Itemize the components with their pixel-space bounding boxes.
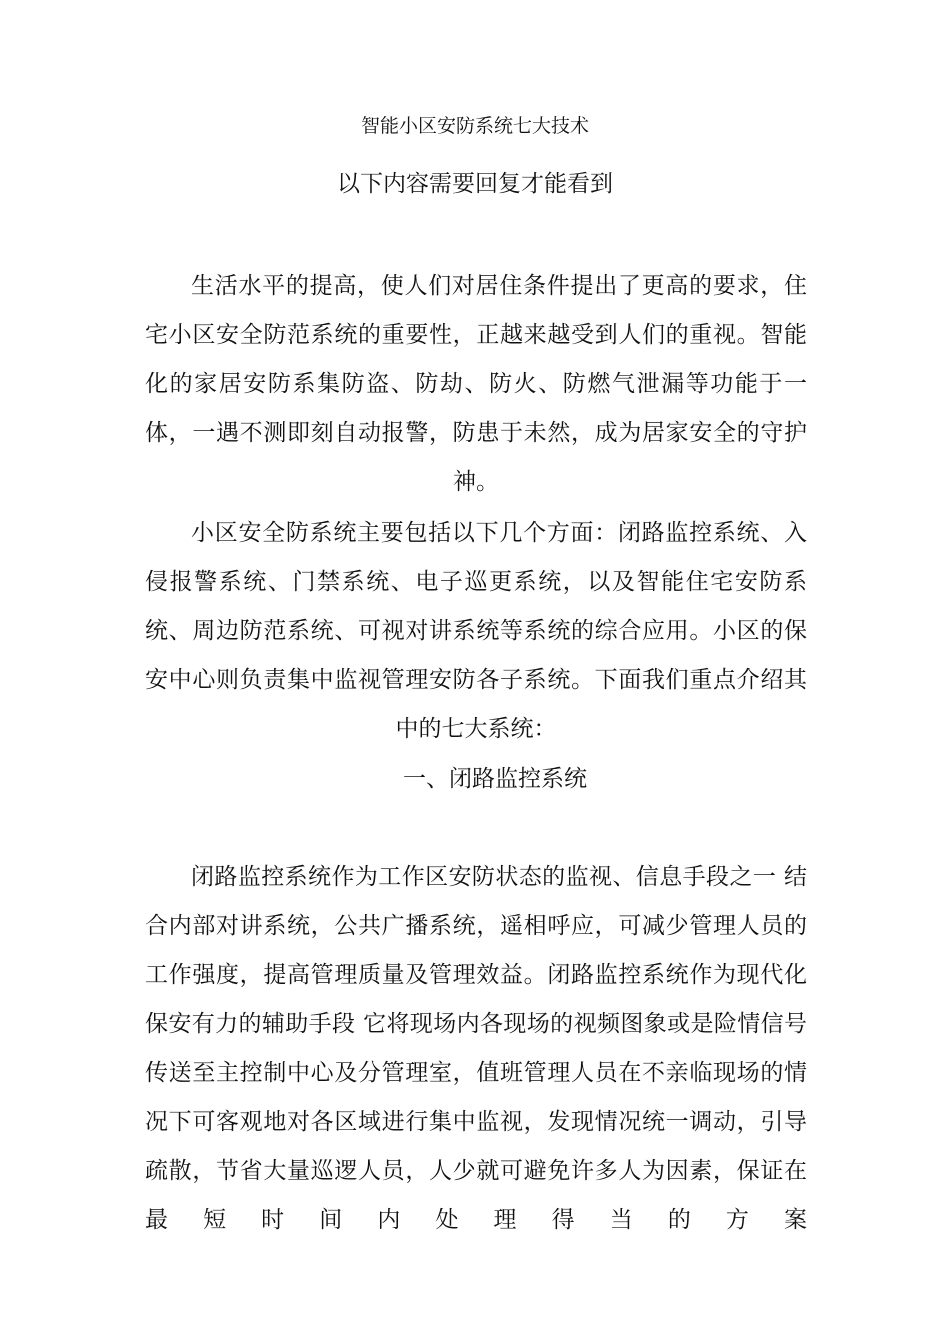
section-heading: 一、闭路监控系统 xyxy=(403,766,587,792)
document-subtitle: 以下内容需要回复才能看到 xyxy=(337,171,613,197)
document-title: 智能小区安防系统七大技术 xyxy=(360,115,589,137)
paragraph-overview: 小区安全防系统主要包括以下几个方面：闭路监控系统、入侵报警系统、门禁系统、电子巡更系统，以及智能住宅安防系统、周边防范系统、可视对讲系统等系统的综合应用。小区的保安中心则负责集中监视管理安防各子系统。下面我们重点介绍其中的七大系统： xyxy=(145,520,807,742)
paragraph-intro: 生活水平的提高，使人们对居住条件提出了更高的要求，住宅小区安全防范系统的重要性，正越来越受到人们的重视。智能化的家居安防系集防盗、防劫、防火、防燃气泄漏等功能于一体，一遇不测即刻自动报警，防患于未然，成为居家安全的守护神。 xyxy=(145,273,807,495)
paragraph-cctv: 闭路监控系统作为工作区安防状态的监视、信息手段之一 结合内部对讲系统，公共广播系统，遥相呼应，可减少管理人员的工作强度，提高管理质量及管理效益。闭路监控系统作为现代化保安有力的辅助手段 它将现场内各现场的视频图象或是险情信号传送至主控制中心及分管理室，值班管理人员在不亲临现场的情况下可客观地对各区域进行集中监视，发现情况统一调动，引导疏散，节省大量巡逻人员，人少就可避免许多人为因素，保证在最短时间内处理得当的方案 xyxy=(145,864,807,1233)
